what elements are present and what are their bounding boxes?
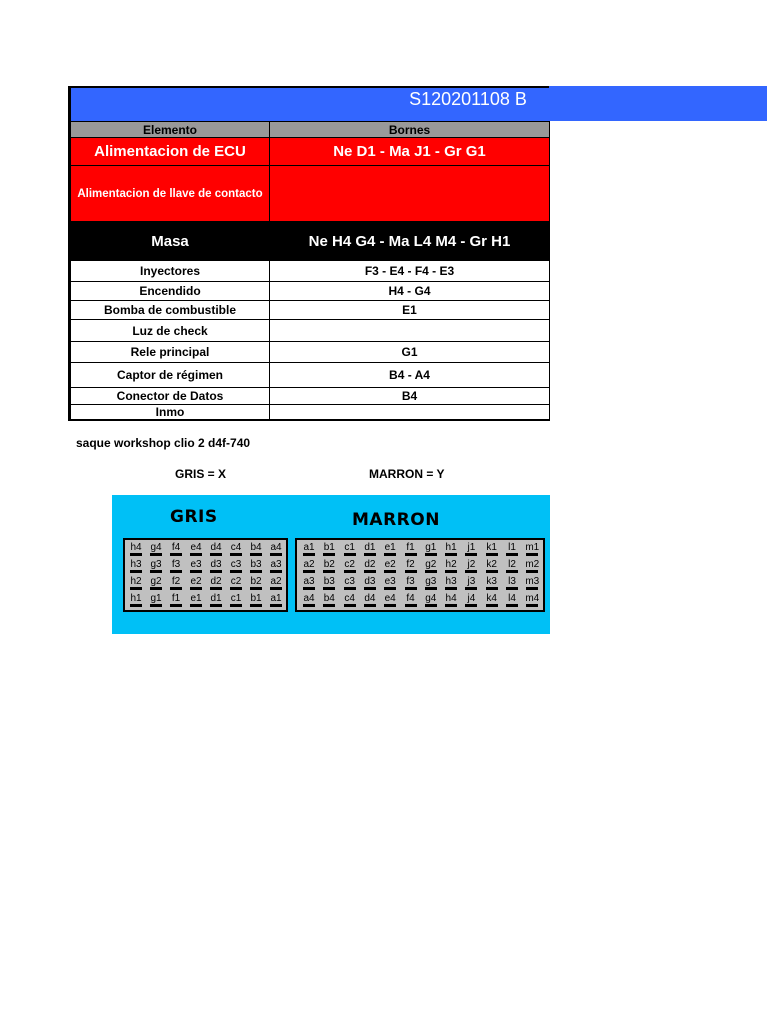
gris-pin-f2: f2 (167, 576, 185, 587)
gris-pin-d4: d4 (207, 542, 225, 553)
table-row (70, 261, 550, 282)
gris-pin-c1: c1 (227, 593, 245, 604)
marron-pin-g2: g2 (422, 559, 440, 570)
gris-pin-f4: f4 (167, 542, 185, 553)
row-elemento: Masa (70, 222, 270, 261)
marron-pin-f4: f4 (402, 593, 420, 604)
gris-pin-c4: c4 (227, 542, 245, 553)
marron-pin-a1: a1 (300, 542, 318, 553)
gris-pin-h3: h3 (127, 559, 145, 570)
gris-pin-b1: b1 (247, 593, 265, 604)
gris-pin-h1: h1 (127, 593, 145, 604)
row-bornes (270, 320, 550, 342)
pinout-table (68, 121, 550, 421)
gris-pin-g4: g4 (147, 542, 165, 553)
marron-pin-c4: c4 (341, 593, 359, 604)
table-row (70, 342, 550, 363)
row-bornes: B4 - A4 (270, 363, 550, 388)
marron-pin-m3: m3 (523, 576, 541, 587)
gris-connector-title: GRIS (170, 507, 218, 527)
marron-pin-m4: m4 (523, 593, 541, 604)
table-row (70, 405, 550, 421)
gris-pin-f3: f3 (167, 559, 185, 570)
marron-pin-f1: f1 (402, 542, 420, 553)
marron-pin-b3: b3 (320, 576, 338, 587)
title-bar-left-border (68, 86, 71, 121)
marron-pin-b1: b1 (320, 542, 338, 553)
marron-pin-b2: b2 (320, 559, 338, 570)
row-bornes: B4 (270, 388, 550, 405)
gris-pin-d3: d3 (207, 559, 225, 570)
row-bornes: Ne D1 - Ma J1 - Gr G1 (270, 138, 550, 166)
marron-pin-h4: h4 (442, 593, 460, 604)
gris-pin-a3: a3 (267, 559, 285, 570)
gris-pin-g3: g3 (147, 559, 165, 570)
table-row (70, 138, 550, 166)
marron-pin-l4: l4 (503, 593, 521, 604)
marron-pin-l2: l2 (503, 559, 521, 570)
marron-pin-j3: j3 (462, 576, 480, 587)
row-bornes: G1 (270, 342, 550, 363)
gris-pin-h2: h2 (127, 576, 145, 587)
gris-pin-b4: b4 (247, 542, 265, 553)
row-elemento: Rele principal (70, 342, 270, 363)
gris-pin-d2: d2 (207, 576, 225, 587)
row-elemento: Alimentacion de ECU (70, 138, 270, 166)
gris-pin-b3: b3 (247, 559, 265, 570)
row-elemento: Alimentacion de llave de contacto (70, 166, 270, 222)
column-header-bornes: Bornes (270, 122, 550, 138)
gris-pin-e1: e1 (187, 593, 205, 604)
source-note: saque workshop clio 2 d4f-740 (76, 436, 251, 450)
row-bornes (270, 405, 550, 421)
marron-pin-b4: b4 (320, 593, 338, 604)
row-elemento: Encendido (70, 282, 270, 301)
table-row (70, 282, 550, 301)
gris-pin-h4: h4 (127, 542, 145, 553)
row-elemento: Inmo (70, 405, 270, 421)
gris-pin-e2: e2 (187, 576, 205, 587)
marron-pin-m1: m1 (523, 542, 541, 553)
marron-pin-k2: k2 (483, 559, 501, 570)
marron-pin-d4: d4 (361, 593, 379, 604)
marron-pin-j1: j1 (462, 542, 480, 553)
table-row (70, 388, 550, 405)
marron-pin-d1: d1 (361, 542, 379, 553)
marron-pin-a4: a4 (300, 593, 318, 604)
marron-pin-e1: e1 (381, 542, 399, 553)
marron-pin-h1: h1 (442, 542, 460, 553)
document-code: S120201108 B (409, 89, 527, 109)
row-elemento: Captor de régimen (70, 363, 270, 388)
table-row (70, 363, 550, 388)
gris-equivalence: GRIS = X (175, 467, 227, 481)
marron-pin-e4: e4 (381, 593, 399, 604)
row-bornes: H4 - G4 (270, 282, 550, 301)
gris-pin-f1: f1 (167, 593, 185, 604)
gris-pin-a1: a1 (267, 593, 285, 604)
gris-connector (123, 538, 288, 612)
column-header-elemento: Elemento (70, 122, 270, 138)
gris-pin-a4: a4 (267, 542, 285, 553)
marron-equivalence: MARRON = Y (369, 467, 445, 481)
gris-pin-a2: a2 (267, 576, 285, 587)
row-bornes (270, 166, 550, 222)
marron-pin-m2: m2 (523, 559, 541, 570)
marron-pin-h3: h3 (442, 576, 460, 587)
marron-pin-c3: c3 (341, 576, 359, 587)
marron-pin-k4: k4 (483, 593, 501, 604)
connector-diagram (112, 495, 550, 634)
table-row (70, 301, 550, 320)
title-bar (68, 86, 767, 121)
table-row (70, 166, 550, 222)
marron-pin-l3: l3 (503, 576, 521, 587)
row-elemento: Conector de Datos (70, 388, 270, 405)
marron-pin-f3: f3 (402, 576, 420, 587)
marron-pin-l1: l1 (503, 542, 521, 553)
marron-pin-g3: g3 (422, 576, 440, 587)
row-elemento: Inyectores (70, 261, 270, 282)
marron-pin-g1: g1 (422, 542, 440, 553)
gris-pin-e3: e3 (187, 559, 205, 570)
gris-pin-e4: e4 (187, 542, 205, 553)
marron-pin-c2: c2 (341, 559, 359, 570)
marron-connector (295, 538, 545, 612)
marron-pin-k3: k3 (483, 576, 501, 587)
gris-pin-g2: g2 (147, 576, 165, 587)
marron-pin-h2: h2 (442, 559, 460, 570)
gris-pin-c3: c3 (227, 559, 245, 570)
marron-pin-a2: a2 (300, 559, 318, 570)
marron-pin-g4: g4 (422, 593, 440, 604)
marron-pin-f2: f2 (402, 559, 420, 570)
table-row (70, 222, 550, 261)
row-bornes: F3 - E4 - F4 - E3 (270, 261, 550, 282)
table-row (70, 320, 550, 342)
table-header-row (70, 122, 550, 138)
gris-pin-b2: b2 (247, 576, 265, 587)
row-bornes: E1 (270, 301, 550, 320)
marron-pin-d3: d3 (361, 576, 379, 587)
marron-pin-j2: j2 (462, 559, 480, 570)
marron-pin-e3: e3 (381, 576, 399, 587)
gris-pin-c2: c2 (227, 576, 245, 587)
marron-pin-d2: d2 (361, 559, 379, 570)
row-bornes: Ne H4 G4 - Ma L4 M4 - Gr H1 (270, 222, 550, 261)
row-elemento: Luz de check (70, 320, 270, 342)
marron-pin-e2: e2 (381, 559, 399, 570)
gris-pin-g1: g1 (147, 593, 165, 604)
marron-pin-c1: c1 (341, 542, 359, 553)
row-elemento: Bomba de combustible (70, 301, 270, 320)
gris-pin-d1: d1 (207, 593, 225, 604)
marron-pin-k1: k1 (483, 542, 501, 553)
marron-connector-title: MARRON (352, 510, 440, 530)
marron-pin-j4: j4 (462, 593, 480, 604)
marron-pin-a3: a3 (300, 576, 318, 587)
